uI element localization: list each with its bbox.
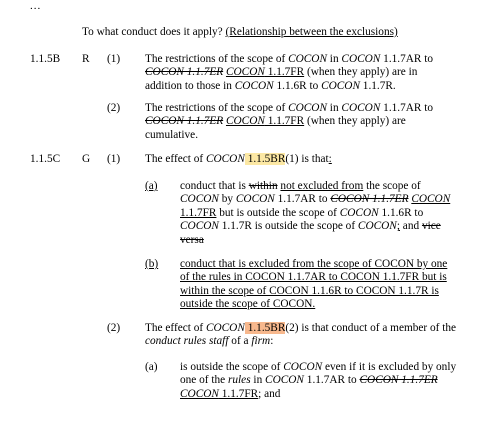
highlighted-reference: 1.1.5BR — [244, 322, 286, 334]
heading-text: To what conduct does it apply? — [82, 26, 226, 38]
paragraph-number: (2) — [107, 102, 121, 114]
paragraph-number: (2) — [107, 322, 121, 334]
rule-1-1-5B-para-1: The restrictions of the scope of COCON in COCON 1.1.7AR to COCON 1.1.7ER COCON 1.1.7FR (when they apply) are in addition to those in COCON 1.1.6R to COCON 1.1.7R. — [145, 53, 434, 92]
inserted-text: COCON — [225, 115, 265, 128]
provision-number-1-1-5C: 1.1.5C — [30, 153, 61, 165]
guidance-1-1-5C-para-1: The effect of COCON 1.1.5BR(1) is that: — [145, 153, 332, 165]
deleted-text: versa — [180, 233, 204, 246]
paragraph-number: (1) — [107, 53, 121, 65]
inserted-text: COCON — [225, 66, 265, 79]
item-label: (a) — [145, 361, 158, 373]
paragraph-number: (1) — [107, 153, 121, 165]
highlighted-reference: 1.1.5BR — [244, 153, 286, 165]
guidance-1-1-5C-para-2: The effect of COCON 1.1.5BR(2) is that conduct of a member of the conduct rules staff of a firm: — [145, 322, 457, 348]
provision-number-1-1-5B: 1.1.5B — [30, 53, 61, 65]
deleted-text: vice — [421, 220, 441, 233]
continuation-ellipsis: ... — [30, 0, 42, 12]
rule-1-1-5B-para-2: The restrictions of the scope of COCON in COCON 1.1.7AR to COCON 1.1.7ER COCON 1.1.7FR (when they apply) are cumulative. — [145, 102, 434, 141]
deleted-text: COCON 1.1.7ER — [330, 193, 409, 206]
provision-type-rule: R — [82, 53, 90, 65]
guidance-item-a: conduct that is within not excluded from the scope of COCON by COCON 1.1.7AR to COCON 1.1.7ER COCON 1.1.7FR but is outside the scope of COCON 1.1.6R to COCON 1.1.7R is outside the scope of COCON; and vice versa — [180, 180, 451, 246]
deleted-text: COCON 1.1.7ER — [145, 115, 224, 128]
provision-type-guidance: G — [82, 153, 91, 165]
inserted-text: not excluded from — [280, 180, 364, 192]
inserted-text: COCON — [180, 387, 219, 400]
deleted-text: within — [248, 180, 278, 192]
inserted-text: COCON — [411, 193, 451, 206]
section-heading — [82, 26, 398, 39]
item-label: (a) — [145, 180, 158, 192]
deleted-text: COCON 1.1.7ER — [359, 374, 438, 387]
heading-subtitle: (Relationship between the exclusions) — [225, 26, 398, 38]
guidance-item-b-inserted: conduct that is excluded from the scope of COCON by one of the rules in COCON 1.1.7AR to COCON 1.1.7FR but is within the scope of COCON 1.1.6R to COCON 1.1.7R is outside the scope of COCON. — [180, 258, 448, 311]
item-label: (b) — [145, 258, 159, 270]
deleted-text: COCON 1.1.7ER — [145, 66, 224, 79]
guidance-para-2-item-a: is outside the scope of COCON even if it is excluded by only one of the rules in COCON 1.1.7AR to COCON 1.1.7ER COCON 1.1.7FR; and — [180, 361, 457, 400]
